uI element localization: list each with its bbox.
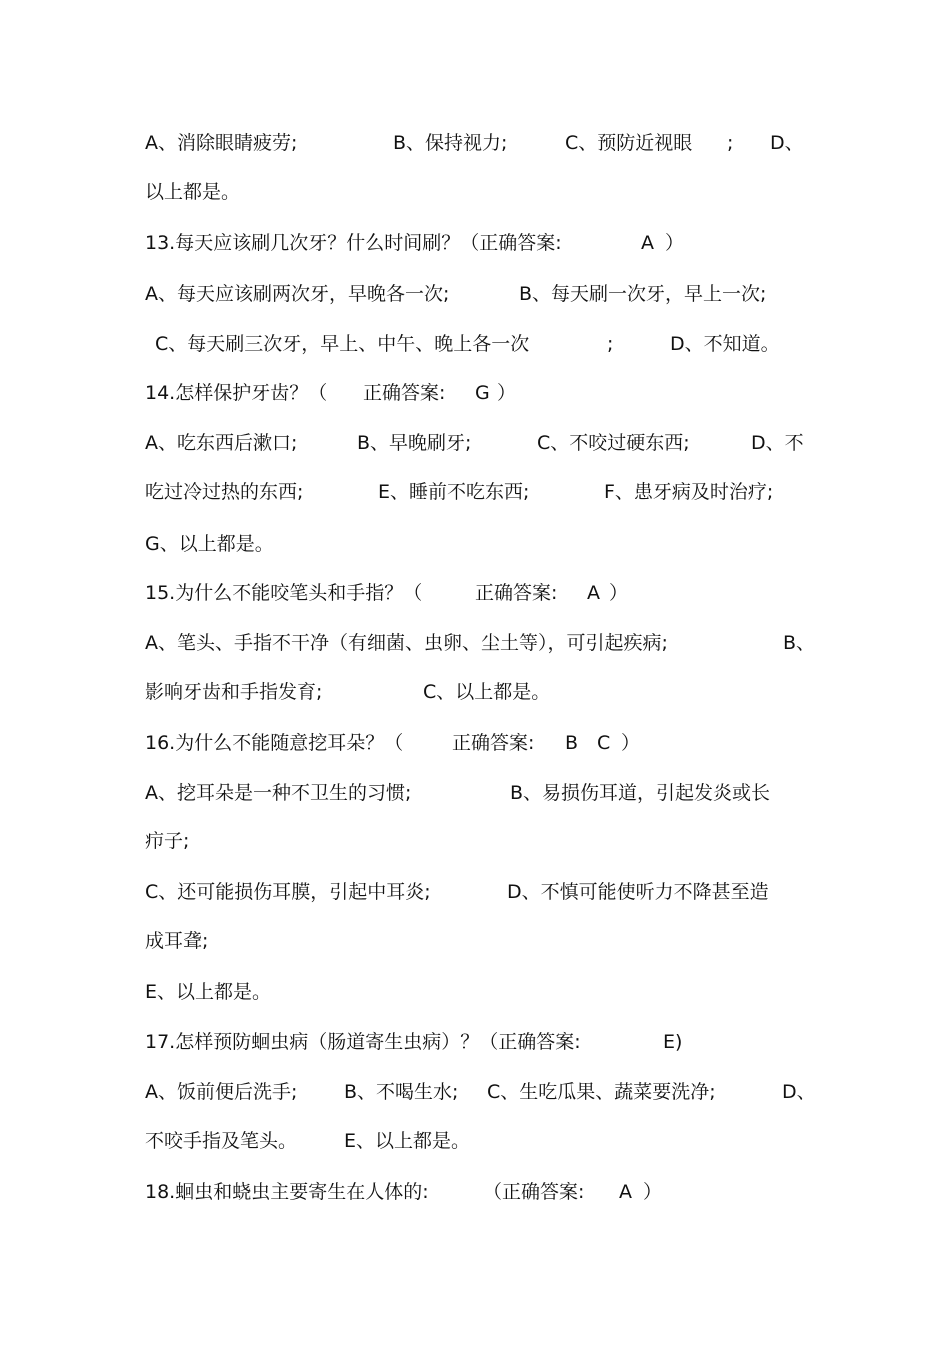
option-f-text: F、患牙病及时治疗; — [604, 481, 774, 503]
text-line-5 — [145, 329, 810, 359]
answer-letter: G — [475, 382, 490, 404]
option-a-text: A、笔头、手指不干净（有细菌、虫卵、尘土等），可引起疾病; — [145, 632, 668, 654]
answer-label: 正确答案: — [363, 382, 446, 404]
option-b-text: B、每天刷一次牙，早上一次; — [519, 283, 767, 305]
text-line-1 — [145, 128, 810, 158]
continuation-text: 不咬手指及笔头。 — [145, 1130, 298, 1152]
option-b-text: B、保持视力; — [393, 132, 508, 154]
option-c-text: C、以上都是。 — [423, 681, 551, 703]
question-16 — [145, 728, 810, 758]
option-c-text: C、预防近视眼 — [565, 132, 693, 154]
text-line-2 — [145, 177, 810, 207]
answer-letter: A — [619, 1181, 632, 1203]
text-line-12 — [145, 677, 810, 707]
question-text: 16.为什么不能随意挖耳朵？（ — [145, 732, 404, 754]
text-line-8 — [145, 477, 810, 507]
option-e-text: E、以上都是。 — [145, 981, 272, 1003]
option-a-text: A、每天应该刷两次牙，早晚各一次; — [145, 283, 450, 305]
option-c-punct: ; — [607, 333, 614, 355]
question-close-paren: ） — [621, 732, 641, 754]
text-line-4 — [145, 279, 810, 309]
option-b-text: B、不喝生水; — [344, 1081, 459, 1103]
option-d-text: D、不知道。 — [670, 333, 780, 355]
continuation-text: 吃过冷过热的东西; — [145, 481, 304, 503]
question-text: 18.蛔虫和蛲虫主要寄生在人体的: — [145, 1181, 429, 1203]
question-close-paren: ） — [497, 382, 517, 404]
question-14 — [145, 378, 810, 408]
text-line-14 — [145, 778, 810, 808]
continuation-text: 疖子; — [145, 830, 190, 852]
option-c-text: C、不咬过硬东西; — [537, 432, 690, 454]
question-18 — [145, 1177, 810, 1207]
option-a-text: A、挖耳朵是一种不卫生的习惯; — [145, 782, 412, 804]
text-line-17 — [145, 926, 810, 956]
answer-letter: A — [641, 232, 654, 254]
question-text: 14.怎样保护牙齿？（ — [145, 382, 328, 404]
option-d-text: D、不慎可能使听力不降甚至造 — [507, 881, 769, 903]
answer-letter: A — [587, 582, 600, 604]
option-g-text: G、以上都是。 — [145, 533, 274, 555]
question-17 — [145, 1027, 810, 1057]
answer-label: 正确答案: — [475, 582, 558, 604]
text-line-15 — [145, 826, 810, 856]
option-e-text: E、以上都是。 — [344, 1130, 471, 1152]
text-line-16 — [145, 877, 810, 907]
option-c-text: C、还可能损伤耳膜，引起中耳炎; — [145, 881, 431, 903]
question-text: 17.怎样预防蛔虫病（肠道寄生虫病）？（正确答案: — [145, 1031, 581, 1053]
continuation-text: 影响牙齿和手指发育; — [145, 681, 323, 703]
answer-letter: C — [597, 732, 611, 754]
text-line-11 — [145, 628, 816, 658]
question-close-paren: ） — [665, 232, 685, 254]
option-a-text: A、吃东西后漱口; — [145, 432, 298, 454]
text-line-20 — [145, 1077, 816, 1107]
question-text: 15.为什么不能咬笔头和手指？（ — [145, 582, 423, 604]
answer-letter: E) — [663, 1031, 683, 1053]
answer-letter: B — [565, 732, 579, 754]
option-a-text: A、消除眼睛疲劳; — [145, 132, 298, 154]
option-d-text: D、 — [770, 132, 804, 154]
option-d-text: D、不 — [751, 432, 804, 454]
text-line-21 — [145, 1126, 810, 1156]
question-text: 13.每天应该刷几次牙？什么时间刷？（正确答案: — [145, 232, 562, 254]
answer-label: （正确答案: — [483, 1181, 585, 1203]
question-13 — [145, 228, 810, 258]
option-b-text: B、 — [783, 632, 816, 654]
question-close-paren: ） — [609, 582, 629, 604]
text-line-7 — [145, 428, 810, 458]
option-a-text: A、饭前便后洗手; — [145, 1081, 298, 1103]
option-c-text: C、生吃瓜果、蔬菜要洗净; — [487, 1081, 716, 1103]
text-line-9 — [145, 529, 810, 559]
option-e-text: E、睡前不吃东西; — [378, 481, 530, 503]
continuation-text: 以上都是。 — [145, 181, 241, 203]
continuation-text: 成耳聋; — [145, 930, 209, 952]
question-close-paren: ） — [643, 1181, 663, 1203]
answer-label: 正确答案: — [452, 732, 535, 754]
option-c-text: C、每天刷三次牙，早上、中午、晚上各一次 — [155, 333, 530, 355]
option-c-punct: ; — [727, 132, 734, 154]
option-b-text: B、易损伤耳道，引起发炎或长 — [510, 782, 771, 804]
option-d-text: D、 — [782, 1081, 816, 1103]
text-line-18 — [145, 977, 810, 1007]
question-15 — [145, 578, 810, 608]
option-b-text: B、早晚刷牙; — [357, 432, 472, 454]
